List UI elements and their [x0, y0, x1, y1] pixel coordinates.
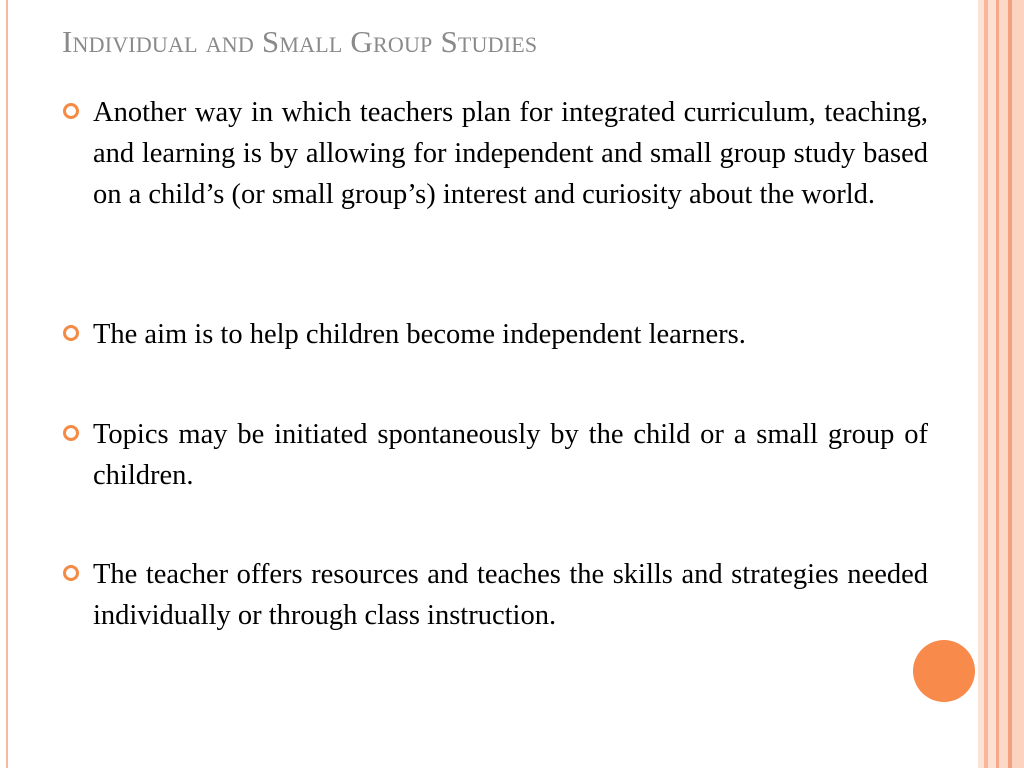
ring-bullet-icon — [63, 425, 79, 441]
bullet-text: The teacher offers resources and teaches the skills and strategies needed individually or through class instruction. — [93, 559, 928, 631]
decorative-orange-circle — [913, 640, 975, 702]
bullet-item — [62, 92, 928, 215]
ring-bullet-icon — [63, 103, 79, 119]
ring-bullet-icon — [63, 565, 79, 581]
bullet-text: The aim is to help children become independent learners. — [93, 319, 746, 350]
slide-title: Individual and Small Group Studies — [62, 24, 538, 59]
bullet-item — [62, 554, 928, 636]
ring-bullet-icon — [63, 325, 79, 341]
bullet-item — [62, 314, 928, 355]
right-stripe-3 — [988, 0, 996, 768]
left-border-line — [6, 0, 8, 768]
right-stripe-7 — [1012, 0, 1024, 768]
bullet-text: Topics may be initiated spontaneously by the child or a small group of children. — [93, 419, 928, 491]
bullet-text: Another way in which teachers plan for integrated curriculum, teaching, and learning is by allowing for independent and small group study based on a child’s (or small group’s) interest and curiosity about the world. — [93, 97, 928, 210]
right-stripe-5 — [999, 0, 1008, 768]
bullet-item — [62, 414, 928, 496]
